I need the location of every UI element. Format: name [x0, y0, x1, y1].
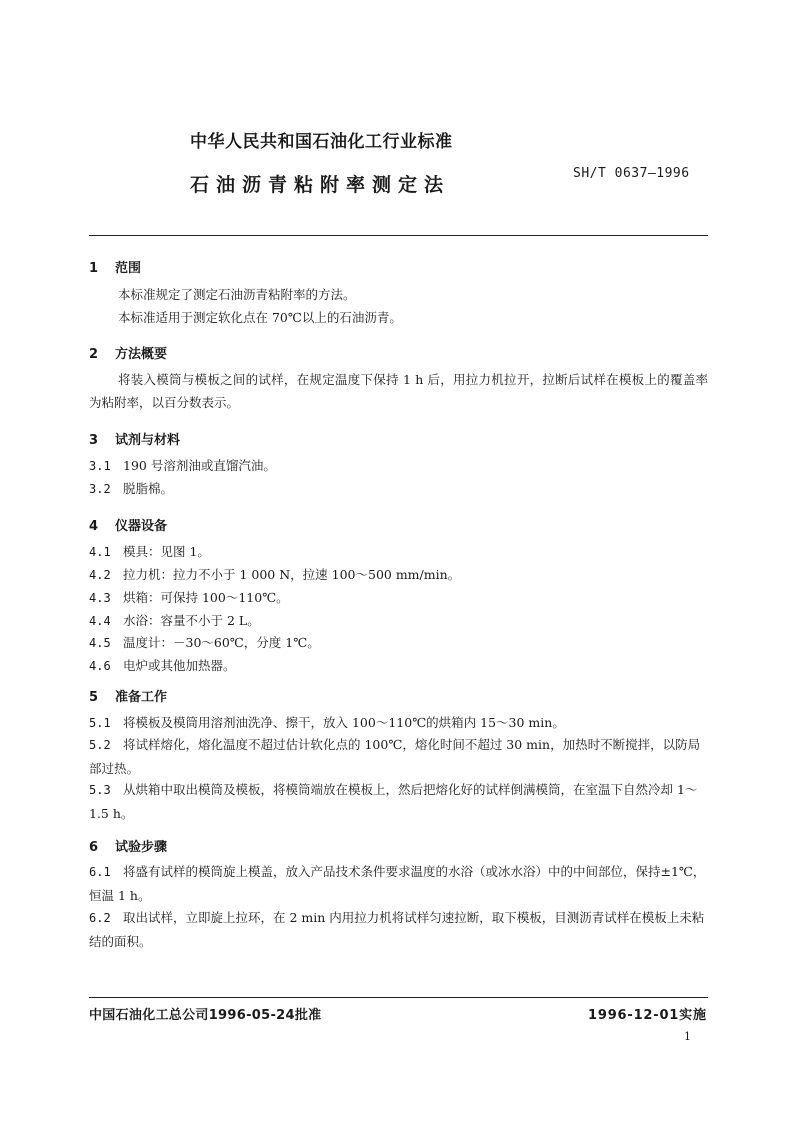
item-number: 4.6: [89, 659, 111, 673]
section-2-heading: [89, 343, 167, 362]
item-number: 4.1: [89, 545, 111, 559]
item-number: 4.2: [89, 568, 111, 582]
list-item: [89, 456, 276, 474]
page-number: 1: [684, 1030, 691, 1043]
item-text: 电炉或其他加热器。: [123, 658, 236, 673]
section-1-heading: [89, 257, 141, 276]
section-title: 试验步骤: [115, 840, 168, 855]
list-item: [89, 479, 173, 497]
list-item: [89, 588, 289, 606]
item-text: 190 号溶剂油或直馏汽油。: [123, 458, 276, 473]
item-text: 从烘箱中取出模筒及模板，将模筒端放在模板上，然后把熔化好的试样倒满模筒，在室温下自然冷却 1～1.5 h。: [89, 782, 698, 821]
section-3-heading: [89, 429, 180, 448]
item-number: 4.5: [89, 636, 111, 650]
item-text: 拉力机：拉力不小于 1 000 N，拉速 100～500 mm/min。: [123, 567, 461, 582]
section-title: 范围: [115, 261, 142, 276]
item-text: 烘箱：可保持 100～110℃。: [123, 590, 289, 605]
section-number: 3: [89, 433, 99, 448]
list-item: [89, 778, 708, 825]
list-item: [89, 656, 236, 674]
item-number: 5.3: [89, 783, 111, 797]
paragraph: [89, 368, 708, 414]
section-5-heading: [89, 686, 167, 705]
issuing-body-title: 中华人民共和国石油化工行业标准: [190, 132, 453, 152]
item-number: 5.2: [89, 738, 111, 752]
list-item: [89, 713, 565, 731]
item-number: 3.1: [89, 459, 111, 473]
approval-note: 中国石油化工总公司1996-05-24批准: [89, 1008, 322, 1023]
standard-number: SH/T 0637—1996: [573, 166, 690, 181]
paragraph: 本标准规定了测定石油沥青粘附率的方法。: [118, 287, 356, 302]
section-title: 方法概要: [115, 347, 168, 362]
list-item: [89, 633, 320, 651]
section-number: 1: [89, 261, 99, 276]
section-title: 仪器设备: [115, 519, 168, 534]
item-text: 将盛有试样的模筒旋上模盖，放入产品技术条件要求温度的水浴（或冰水浴）中的中间部位，保持±1℃，恒温 1 h。: [89, 864, 706, 903]
item-text: 将模板及模筒用溶剂油洗净、擦干，放入 100～110℃的烘箱内 15～30 min。: [123, 715, 565, 730]
item-text: 温度计：－30～60℃，分度 1℃。: [123, 635, 320, 650]
item-number: 6.1: [89, 865, 111, 879]
list-item: [89, 542, 210, 560]
paragraph-text: 将装入模筒与模板之间的试样，在规定温度下保持 1 h 后，用拉力机拉开，拉断后试样在模板上的覆盖率为粘附率，以百分数表示。: [89, 372, 708, 410]
item-text: 将试样熔化，熔化温度不超过估计软化点的 100℃，熔化时间不超过 30 min，加热时不断搅拌，以防局部过热。: [89, 737, 701, 776]
paragraph: 本标准适用于测定软化点在 70℃以上的石油沥青。: [118, 310, 402, 325]
list-item: [89, 733, 708, 780]
section-title: 准备工作: [115, 690, 168, 705]
section-4-heading: [89, 515, 167, 534]
item-number: 4.4: [89, 614, 111, 628]
section-number: 2: [89, 347, 99, 362]
item-number: 5.1: [89, 716, 111, 730]
section-number: 5: [89, 690, 99, 705]
section-title: 试剂与材料: [115, 433, 181, 448]
item-text: 脱脂棉。: [123, 481, 174, 496]
section-number: 4: [89, 519, 99, 534]
item-text: 模具：见图 1。: [123, 544, 210, 559]
section-6-heading: [89, 836, 167, 855]
item-text: 水浴：容量不小于 2 L。: [123, 613, 260, 628]
document-title: 石油沥青粘附率测定法: [190, 174, 451, 196]
list-item: [89, 906, 708, 953]
section-number: 6: [89, 840, 99, 855]
list-item: [89, 565, 460, 583]
effective-date: 1996-12-01实施: [588, 1008, 707, 1023]
item-number: 4.3: [89, 591, 111, 605]
list-item: [89, 611, 260, 629]
header-divider: [89, 235, 708, 236]
item-number: 6.2: [89, 911, 111, 925]
item-number: 3.2: [89, 482, 111, 496]
footer-divider: [89, 997, 708, 998]
item-text: 取出试样，立即旋上拉环，在 2 min 内用拉力机将试样匀速拉断，取下模板，目测沥青试样在模板上未粘结的面积。: [89, 910, 705, 949]
list-item: [89, 860, 708, 907]
